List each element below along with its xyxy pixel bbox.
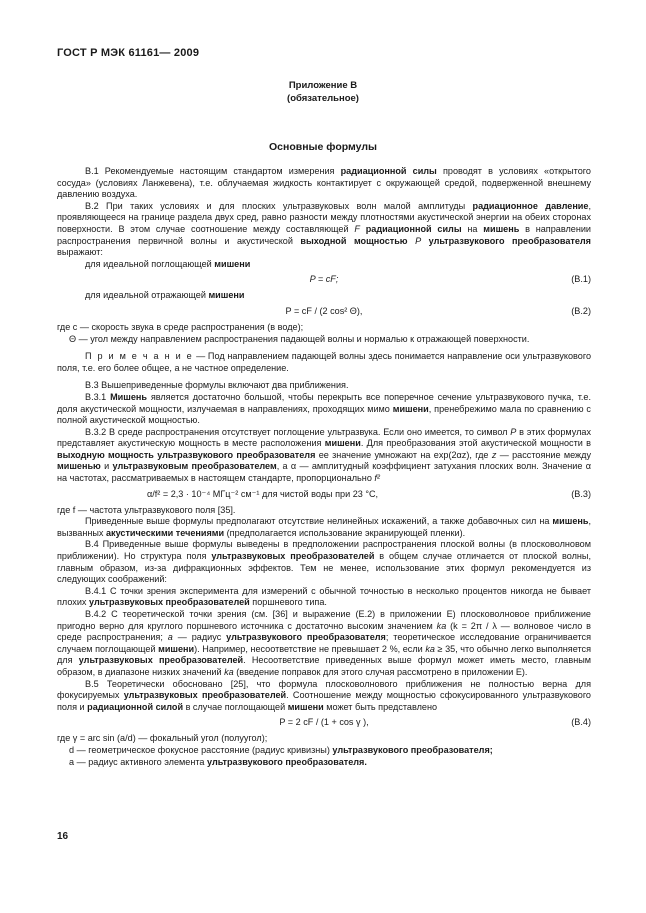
paragraph-b1: В.1 Рекомендуемые настоящим стандартом измерения радиационной силы проводят в условиях «открытого сосуда» (условиях Ланжевена), т.е. облучаемая жидкость контактирует с окружающей средой, подверженной внешнему давлению воздуха. (57, 166, 591, 200)
appendix-status: (обязательное) (287, 93, 359, 104)
body-text (57, 166, 591, 768)
paragraph-b42: В.4.2 С теоретической точки зрения (см. [36] и выражение (Е.2) в приложении Е) плосковолновое приближение пригодно верно для круглого поршневого источника с достаточно высоким значением ka (k = 2π / λ — волновое число в среде распространения; a — радиус ультразвукового преобразователя; теоретическое исследование ограничивается случаем поглощающей мишени). Например, несоответствие не превышает 2 %, если ka ≥ 35, что обычно легко выполняется для ультразвуковых преобразователей. Несоответствие приведенных выше формул может иметь место, главным образом, в диапазоне низких значений ka (введение поправок для этого случая рассмотрено в приложении Е). (57, 609, 591, 677)
equation-b2 (57, 303, 591, 321)
equation-b3-formula: α/f² = 2,3 · 10⁻⁴ МГц⁻² см⁻¹ для чистой воды при 23 °С, (147, 488, 379, 499)
paragraph-b41: В.4.1 С точки зрения эксперимента для измерений с обычной точностью в несколько процентов никогда не бывает плохих ультразвуковых преобразователей поршневого типа. (57, 585, 591, 608)
equation-b3 (57, 486, 591, 504)
paragraph-b4: В.4 Приведенные выше формулы выведены в предположении распространения плоской волны (в плосковолновом приближении). Но структура поля ультразвуковых преобразователей в общем случае отличается от плоской волны, главным образом, из-за дифракционных эффектов. Тем не менее, использование этих формул рекомендуется из следующих соображений: (57, 539, 591, 585)
where-f-line: где f — частота ультразвукового поля [35]. (57, 504, 236, 515)
paragraph-b32: В.3.2 В среде распространения отсутствует поглощение ультразвука. Если оно имеется, то символ P в этих формулах представляет акустическую мощность в месте расположения мишени. Для преобразования этой акустической мощности в выходную мощность ультразвукового преобразователя ее значение умножают на exp(2αz), где z — расстояние между мишенью и ультразвуковым преобразователем, а α — амплитудный коэффициент затухания плоских волн. Значение α на частотах, рассматриваемых в настоящем стандарте, пропорционально f² (57, 426, 591, 484)
equation-b1 (57, 271, 591, 289)
reflecting-target-label: для идеальной отражающей мишени (85, 290, 245, 301)
equation-b1-formula: P = cF; (309, 274, 339, 285)
where-a-line: a — радиус активного элемента ультразвукового преобразователя. (69, 756, 367, 767)
section-title: Основные формулы (269, 141, 377, 153)
equation-b2-formula: P = cF / (2 cos² Θ), (285, 305, 363, 316)
paragraph-b31: В.3.1 Мишень является достаточно большой, чтобы перекрыть все поперечное сечение ультразвукового пучка, т.е. доля акустической мощности, излучаемая в направлениях, проходящих мимо мишени, пренебрежимо мала по сравнению с полной акустической мощностью. (57, 391, 591, 426)
note: П р и м е ч а н и е — Под направлением падающей волны здесь понимается направление оси ультразвукового поля, т.е. его более общее, а не частное определение. (57, 351, 592, 373)
equation-b1-number: (В.1) (571, 274, 591, 285)
note-label: П р и м е ч а н и е (85, 351, 194, 362)
where-d-line: d — геометрическое фокусное расстояние (радиус кривизны) ультразвукового преобразователя; (69, 744, 493, 755)
paragraph-b2: В.2 При таких условиях и для плоских ультразвуковых волн малой амплитуды радиационное давление, проявляющееся на границе раздела двух сред, равно разности между плотностями акустической энергии на обеих сторонах поверхности. В этом случае соотношение между составляющей F радиационной силы на мишень в направлении распространения первичной волны и акустической выходной мощностью P ультразвукового преобразователя выражают: (57, 200, 592, 258)
where-c-line: где с — скорость звука в среде распространения (в воде); (57, 321, 304, 332)
absorbing-target-label: для идеальной поглощающей мишени (85, 258, 251, 269)
equation-b4-number: (В.4) (571, 717, 591, 728)
paragraph-b5: В.5 Теоретически обосновано [25], что формула плосковолнового приближения не полностью верна для фокусируемых ультразвуковых преобразователей. Соотношение между мощностью сфокусированного ультразвукового поля и радиационной силой в случае поглощающей мишени может быть представлено (57, 678, 591, 712)
equation-b4 (57, 714, 591, 732)
standard-header: ГОСТ Р МЭК 61161— 2009 (57, 47, 200, 59)
appendix-title: Приложение В (288, 80, 358, 91)
equation-b2-number: (В.2) (571, 305, 591, 316)
paragraph-nonlinear: Приведенные выше формулы предполагают отсутствие нелинейных искажений, а также добавочных сил на мишень, вызванных акустическими течениями (предполагается использование экранирующей пленки). (57, 516, 591, 538)
equation-b3-number: (В.3) (571, 488, 591, 499)
where-gamma-line: где γ = arc sin (a/d) — фокальный угол (полуугол); (57, 733, 268, 744)
page-number: 16 (57, 831, 69, 842)
equation-b4-formula: P = 2 cF / (1 + cos γ ), (279, 717, 369, 728)
where-theta-line: Θ — угол между направлением распространения падающей волны и нормалью к отражающей поверхности. (69, 333, 530, 344)
paragraph-b3: В.3 Вышеприведенные формулы включают два приближения. (85, 380, 349, 391)
